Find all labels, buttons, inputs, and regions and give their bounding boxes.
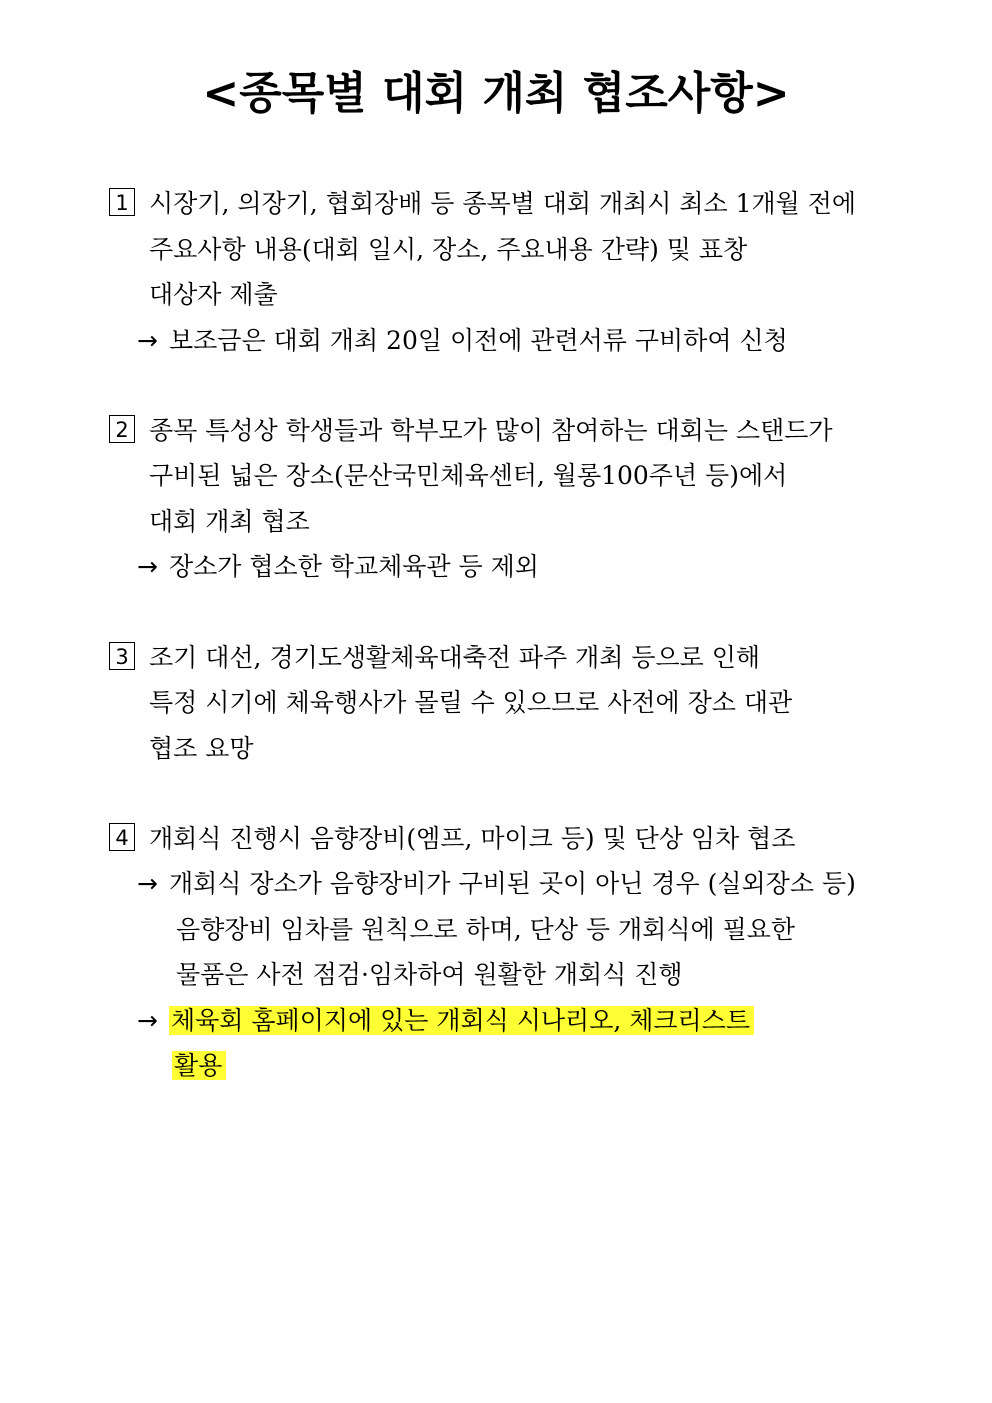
section-2-note-1 (137, 544, 539, 590)
highlighted-text: 활용 (172, 1051, 226, 1080)
arrow-icon: → (137, 869, 158, 898)
section-text: 개회식 진행시 음향장비(엠프, 마이크 등) 및 단상 임차 협조 (149, 824, 796, 853)
section-1-line-2: 주요사항 내용(대회 일시, 장소, 주요내용 간략) 및 표창 (149, 235, 748, 264)
arrow-icon: → (137, 326, 158, 355)
section-number-box: 2 (109, 415, 135, 443)
section-4-note-3: 물품은 사전 점검·임차하여 원활한 개회식 진행 (176, 960, 683, 989)
section-1-line-3: 대상자 제출 (149, 280, 278, 309)
section-4-highlight-2 (172, 1043, 226, 1089)
section-text: 종목 특성상 학생들과 학부모가 많이 참여하는 대회는 스탠드가 (149, 416, 833, 445)
section-2-line-2: 구비된 넓은 장소(문산국민체육센터, 월롱100주년 등)에서 (149, 461, 788, 490)
section-3-line-3: 협조 요망 (149, 734, 254, 763)
highlighted-text: 체육회 홈페이지에 있는 개회식 시나리오, 체크리스트 (169, 1006, 754, 1035)
note-text: 보조금은 대회 개최 20일 이전에 관련서류 구비하여 신청 (169, 326, 788, 355)
section-1-note-1 (137, 318, 788, 364)
document-title: <종목별 대회 개최 협조사항> (202, 68, 790, 119)
section-2-line-1 (109, 408, 833, 454)
section-number-box: 4 (109, 823, 135, 851)
section-3-line-1 (109, 635, 760, 681)
note-text: 장소가 협소한 학교체육관 등 제외 (169, 552, 539, 581)
section-4-line-1 (109, 816, 795, 862)
section-4-note-2: 음향장비 임차를 원칙으로 하며, 단상 등 개회식에 필요한 (176, 915, 796, 944)
section-4-note-1 (137, 861, 856, 907)
section-text: 조기 대선, 경기도생활체육대축전 파주 개최 등으로 인해 (149, 643, 761, 672)
section-text: 시장기, 의장기, 협회장배 등 종목별 대회 개최시 최소 1개월 전에 (149, 189, 857, 218)
section-1-line-1 (109, 181, 856, 227)
section-number-box: 3 (109, 642, 135, 670)
note-text: 개회식 장소가 음향장비가 구비된 곳이 아닌 경우 (실외장소 등) (169, 869, 856, 898)
section-2-line-3: 대회 개최 협조 (149, 507, 310, 536)
section-3-line-2: 특정 시기에 체육행사가 몰릴 수 있으므로 사전에 장소 대관 (149, 688, 793, 717)
arrow-icon: → (137, 552, 158, 581)
section-number-box: 1 (109, 188, 135, 216)
arrow-icon: → (137, 1006, 158, 1035)
section-4-highlight-1 (137, 998, 754, 1044)
